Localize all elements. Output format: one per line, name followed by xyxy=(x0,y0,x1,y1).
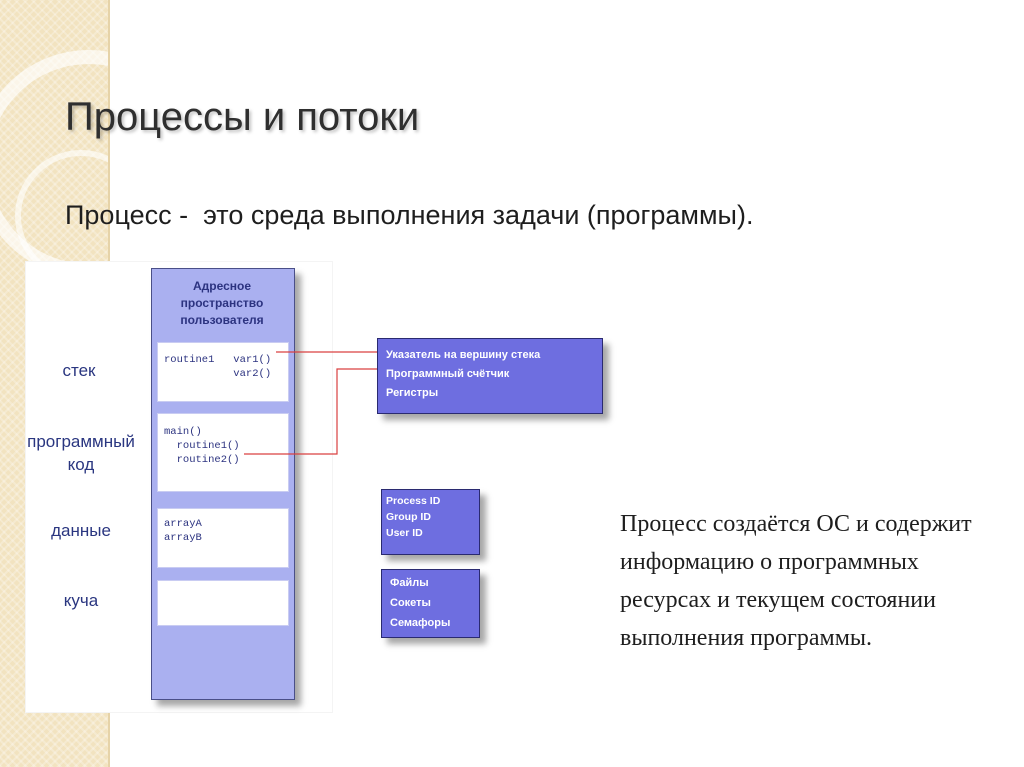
address-space-title-line2: пространство xyxy=(180,296,264,310)
group-id-label: Group ID xyxy=(386,511,431,523)
process-id-label: Process ID xyxy=(386,495,441,507)
label-code-line1: программный xyxy=(27,432,135,451)
stack-code: routine1 var1() var2() xyxy=(164,354,272,380)
label-stack: стек xyxy=(62,361,96,380)
address-space-title-line3: пользователя xyxy=(180,313,264,327)
resources-box xyxy=(381,569,480,638)
resource-files: Файлы xyxy=(390,577,429,589)
label-data: данные xyxy=(51,521,111,540)
label-heap: куча xyxy=(63,591,99,610)
program-code: main() routine1() routine2() xyxy=(164,426,240,466)
register-registers: Регистры xyxy=(386,387,439,399)
register-stack-pointer: Указатель на вершину стека xyxy=(386,349,541,361)
process-definition: Процесс - это среда выполнения задачи (программы). xyxy=(65,200,754,230)
registers-box xyxy=(377,338,603,414)
data-code: arrayA arrayB xyxy=(164,518,202,544)
resource-semaphores: Семафоры xyxy=(390,617,451,629)
user-id-label: User ID xyxy=(386,527,423,539)
address-space-title-line1: Адресное xyxy=(192,279,252,293)
slide-title: Процессы и потоки xyxy=(65,95,420,139)
register-program-counter: Программный счётчик xyxy=(386,368,510,380)
process-ids-box xyxy=(381,489,480,555)
resource-sockets: Сокеты xyxy=(390,597,431,609)
program-counter-connector xyxy=(244,369,378,454)
process-description: Процесс создаётся ОС и содержит информацию о программных ресурсах и текущем состоянии выполнения программы. xyxy=(620,511,972,651)
label-code-line2: код xyxy=(67,455,95,474)
